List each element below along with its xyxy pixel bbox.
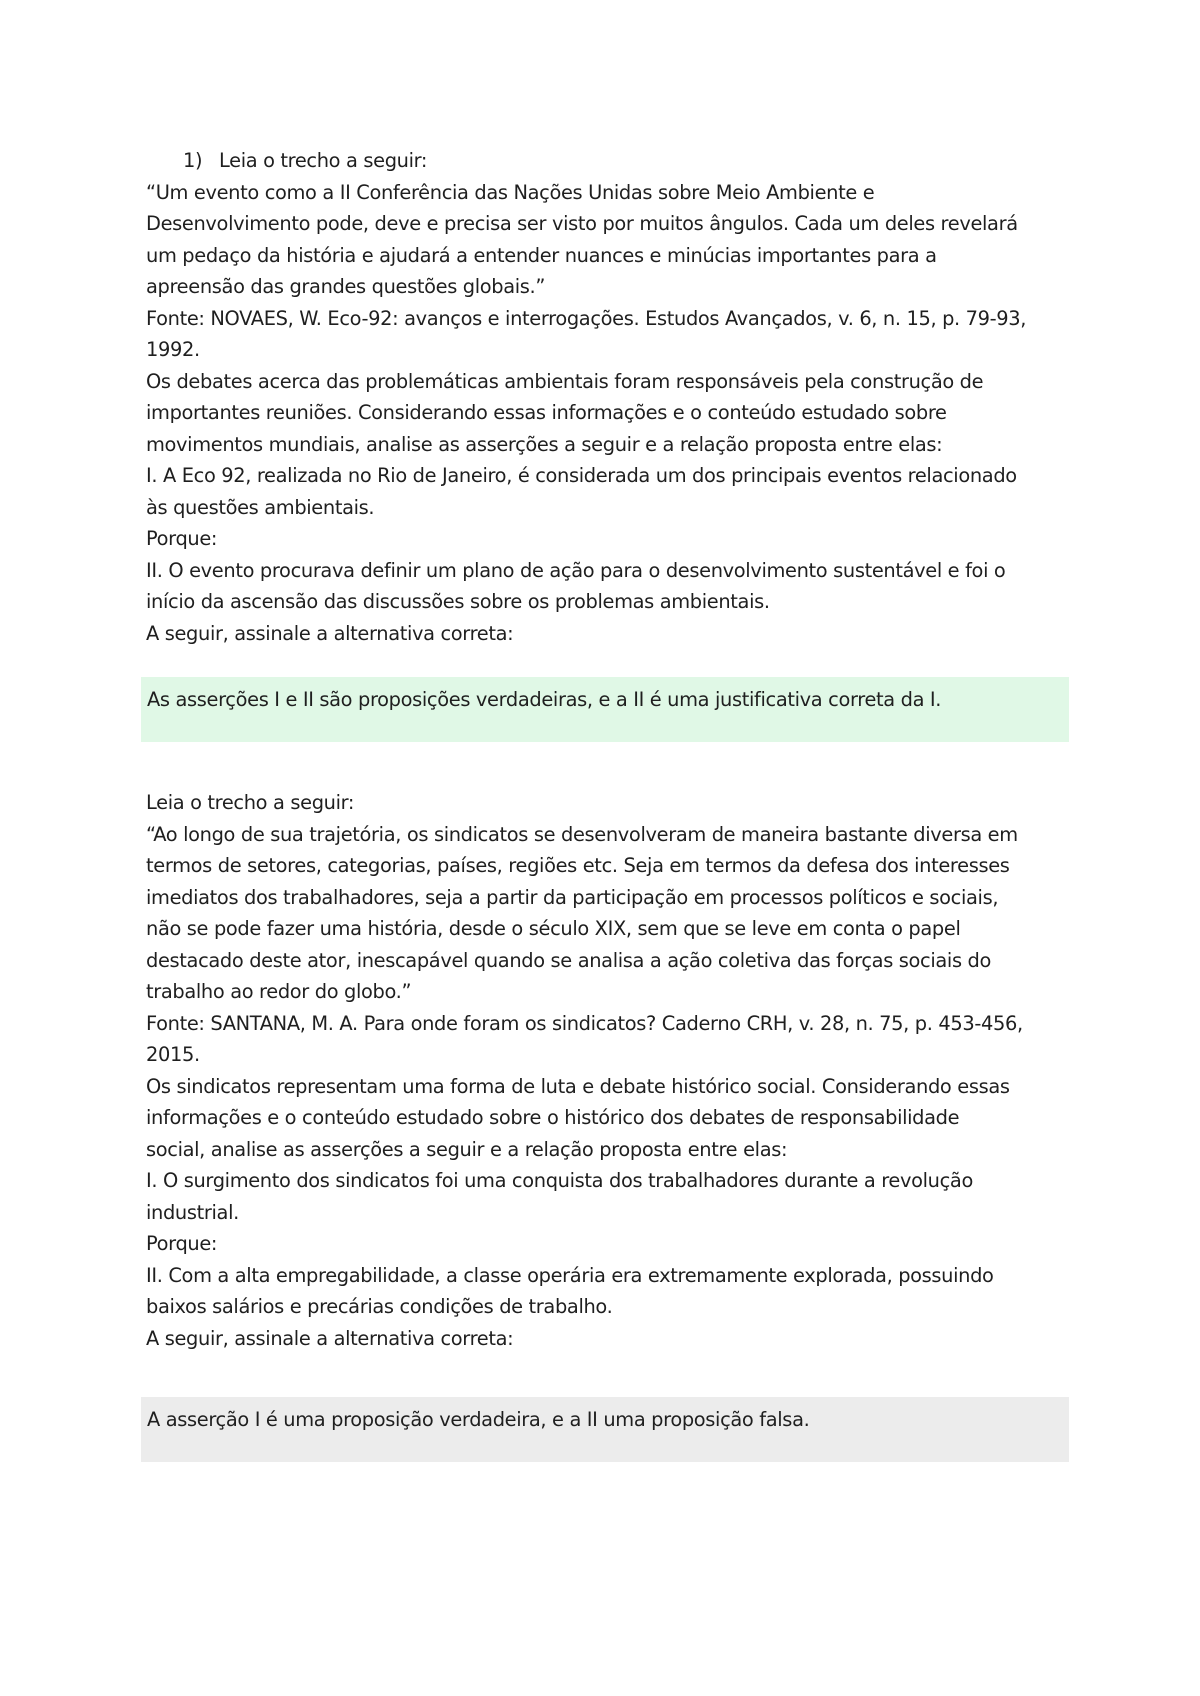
- question-text-line: Os debates acerca das problemáticas ambientais foram responsáveis pela construção de: [146, 369, 984, 393]
- source-citation: 1992.: [146, 338, 200, 361]
- answer-text: As asserções I e II são proposições verdadeiras, e a II é uma justificativa correta da I.: [147, 688, 942, 711]
- assertion-1: industrial.: [146, 1200, 239, 1224]
- assertion-2: II. O evento procurava definir um plano de ação para o desenvolvimento sustentável e foi o: [146, 558, 1006, 582]
- question-1: [146, 145, 1076, 649]
- source-citation: Fonte: NOVAES, W. Eco-92: avanços e interrogações. Estudos Avançados, v. 6, n. 15, p. 79-93,: [146, 306, 1027, 330]
- question-text-line: movimentos mundiais, analise as asserções a seguir e a relação proposta entre elas:: [146, 432, 943, 456]
- question-text-line: “Ao longo de sua trajetória, os sindicatos se desenvolveram de maneira bastante diversa em: [146, 822, 1018, 846]
- assertion-2: II. Com a alta empregabilidade, a classe operária era extremamente explorada, possuindo: [146, 1263, 994, 1287]
- question-text-line: trabalho ao redor do globo.”: [146, 980, 412, 1003]
- question-text-line: Leia o trecho a seguir:: [146, 791, 355, 814]
- question-text-line: termos de setores, categorias, países, regiões etc. Seja em termos da defesa dos interesses: [146, 854, 1010, 877]
- assertion-1: I. A Eco 92, realizada no Rio de Janeiro, é considerada um dos principais eventos relacionado: [146, 464, 1017, 487]
- question-text-line: apreensão das grandes questões globais.”: [146, 275, 546, 298]
- question-text-line: destacado deste ator, inescapável quando se analisa a ação coletiva das forças sociais do: [146, 948, 991, 972]
- answer-text: A asserção I é uma proposição verdadeira, e a II uma proposição falsa.: [147, 1408, 810, 1431]
- question-text-line: Os sindicatos representam uma forma de luta e debate histórico social. Considerando essas: [146, 1074, 1010, 1098]
- question-text-line: não se pode fazer uma história, desde o século XIX, sem que se leve em conta o papel: [146, 917, 961, 940]
- question-text-line: Desenvolvimento pode, deve e precisa ser visto por muitos ângulos. Cada um deles revelará: [146, 212, 1018, 235]
- question-text-line: social, analise as asserções a seguir e a relação proposta entre elas:: [146, 1137, 788, 1161]
- because-label: Porque:: [146, 527, 218, 550]
- question-number: 1): [183, 149, 203, 172]
- answer-box: [141, 1397, 1069, 1462]
- question-text-line: informações e o conteúdo estudado sobre o histórico dos debates de responsabilidade: [146, 1106, 960, 1129]
- assertion-1: I. O surgimento dos sindicatos foi uma conquista dos trabalhadores durante a revolução: [146, 1169, 973, 1192]
- question-2: [146, 787, 1076, 1354]
- instruction-line: A seguir, assinale a alternativa correta:: [146, 1326, 514, 1350]
- source-citation: 2015.: [146, 1043, 200, 1066]
- because-label: Porque:: [146, 1232, 218, 1255]
- assertion-2: início da ascensão das discussões sobre os problemas ambientais.: [146, 590, 770, 613]
- question-text-line: Leia o trecho a seguir:: [219, 149, 428, 172]
- instruction-line: A seguir, assinale a alternativa correta:: [146, 621, 514, 645]
- assertion-2: baixos salários e precárias condições de trabalho.: [146, 1295, 613, 1318]
- question-text-line: importantes reuniões. Considerando essas informações e o conteúdo estudado sobre: [146, 401, 947, 424]
- question-1-intro: [146, 145, 1076, 177]
- question-text-line: “Um evento como a II Conferência das Nações Unidas sobre Meio Ambiente e: [146, 180, 875, 204]
- answer-box-correct: [141, 677, 1069, 742]
- assertion-1: às questões ambientais.: [146, 495, 375, 519]
- question-text-line: imediatos dos trabalhadores, seja a partir da participação em processos políticos e sociais,: [146, 885, 999, 909]
- question-text-line: um pedaço da história e ajudará a entender nuances e minúcias importantes para a: [146, 243, 937, 267]
- source-citation: Fonte: SANTANA, M. A. Para onde foram os sindicatos? Caderno CRH, v. 28, n. 75, p. 453-456,: [146, 1011, 1023, 1035]
